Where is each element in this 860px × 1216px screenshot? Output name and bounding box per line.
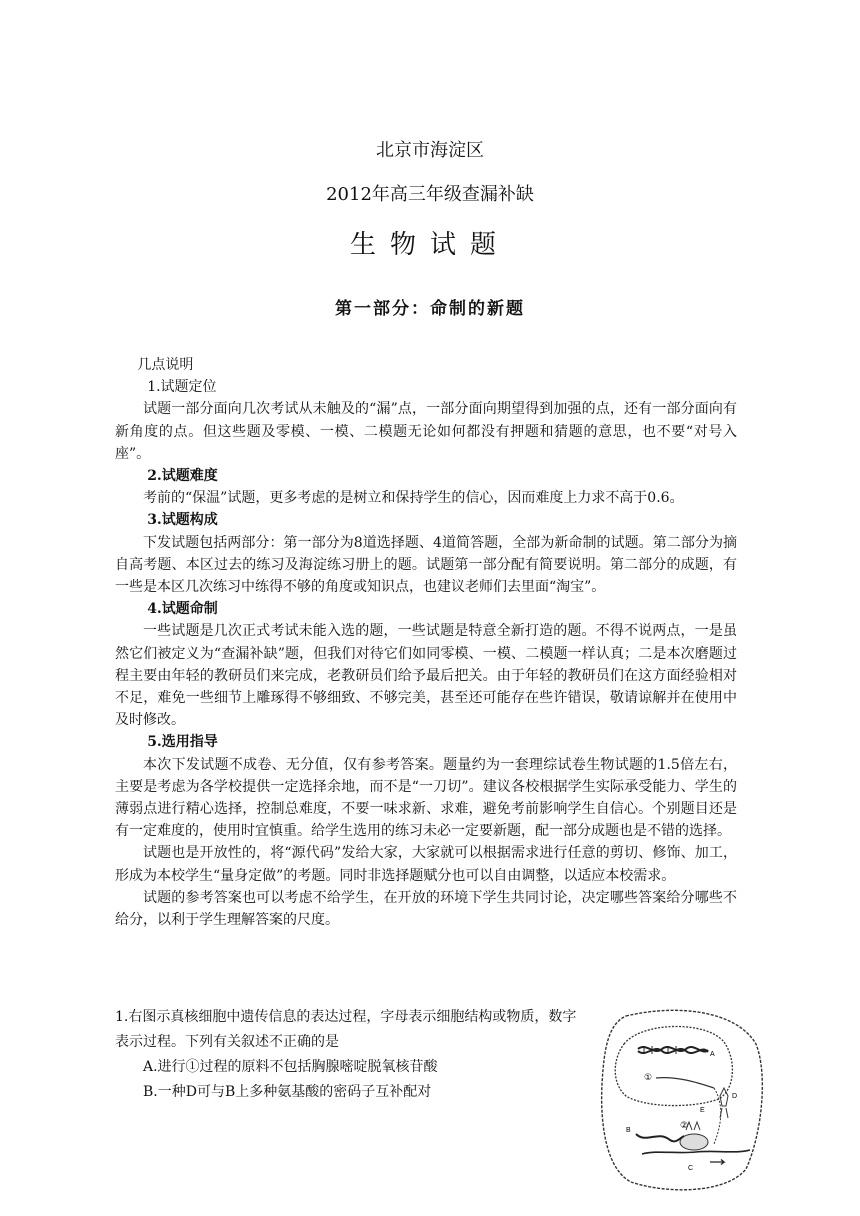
section-2-text: 考前的“保温”试题，更多考虑的是树立和保持学生的信心，因而难度上力求不高于0.6。 [143,490,684,507]
dna-helix [638,1046,708,1054]
option-b: B.一种D可与B上多种氨基酸的密码子互补配对 [143,1084,432,1100]
nucleus [615,1026,732,1105]
part-title: 第一部分：命制的新题 [335,299,525,319]
section-3-text: 下发试题包括两部分：第一部分为8道选择题、4道简答题，全部为新命制的试题。第二部分为摘自高考题、本区过去的练习及海淀练习册上的题。试题第一部分配有简要说明。第二部分的成题，有一些是本区几次练习中练得不够的角度或知识点，也建议老师们去里面“淘宝”。 [115,534,737,596]
section-3-title: 3.试题构成 [147,512,218,529]
cell-membrane [602,1010,763,1189]
question-1-stem: 1.右图示真核细胞中遗传信息的表达过程，字母表示细胞结构或物质，数字表示过程。下列有关叙述不正确的是 [115,1009,577,1050]
section-5-text-2: 试题也是开放性的，将“源代码”发给大家，大家就可以根据需求进行任意的剪切、修饰、加工，形成为本校学生“量身定做”的考题。同时非选择题赋分也可以自由调整，以适应本校需求。 [115,845,737,884]
direction-arrow [710,1160,724,1165]
mrna-strand [656,1078,714,1088]
question-1 [115,1005,590,1105]
subject-title: 生物试题 [349,230,510,260]
polypeptide-chain [636,1134,684,1141]
gene-expression-figure [596,1004,768,1194]
trna-molecule [720,1088,728,1118]
label-d: D [732,1093,738,1100]
section-4-text: 一些试题是几次正式考试未能入选的题，一些试题是特意全新打造的题。不得不说两点，一是虽然它们被定义为“查漏补缺”题，但我们对待它们如同零模、一模、二模题一样认真；二是本次磨题过程主要由年轻的教研员们来完成，老教研员们给予最后把关。由于年轻的教研员们在这方面经验相对不足，难免一些细节上雕琢得不够细致、不够完美，甚至还可能存在些许错误，敬请谅解并在使用中及时修改。 [115,623,737,729]
label-process-2: ② [680,1121,689,1131]
mrna-template [642,1150,750,1154]
option-a: A.进行①过程的原料不包括胸腺嘧啶脱氧核苷酸 [143,1059,438,1075]
section-5-text-3: 试题的参考答案也可以考虑不给学生，在开放的环境下学生共同讨论，决定哪些答案给分哪些不给分，以利于学生理解答案的尺度。 [115,889,737,929]
label-e: E [700,1107,705,1114]
section-2-title: 2.试题难度 [147,468,218,485]
notes-heading: 几点说明 [137,357,194,373]
section-1-text: 试题一部分面向几次考试从未触及的“漏”点，一部分面向期望得到加强的点，还有一部分面向有新角度的点。但这些题及零模、一模、二模题无论如何都没有押题和猜题的意思，也不要“对号入座”。 [115,401,737,462]
exam-title: 2012年高三年级查漏补缺 [326,184,534,205]
district-title: 北京市海淀区 [376,140,484,161]
section-5-title: 5.选用指导 [147,734,218,751]
notes-section [115,354,737,931]
section-4-title: 4.试题命制 [147,601,218,618]
label-process-1: ① [644,1073,653,1083]
section-1-title: 1.试题定位 [147,379,217,396]
label-a: A [710,1051,715,1058]
section-5-text-1: 本次下发试题不成卷、无分值，仅有参考答案。题量约为一套理综试卷生物试题的1.5倍左右，主要是考虑为各学校提供一定选择余地，而不是“一刀切”。建议各校根据学生实际承受能力、学生的薄弱点进行精心选择，控制总难度，不要一味求新、求难，避免考前影响学生自信心。个别题目还是有一定难度的，使用时宜慎重。给学生选用的练习未必一定要新题，配一部分成题也是不错的选择。 [115,756,737,840]
label-b: B [626,1127,631,1134]
label-c: C [688,1165,694,1172]
